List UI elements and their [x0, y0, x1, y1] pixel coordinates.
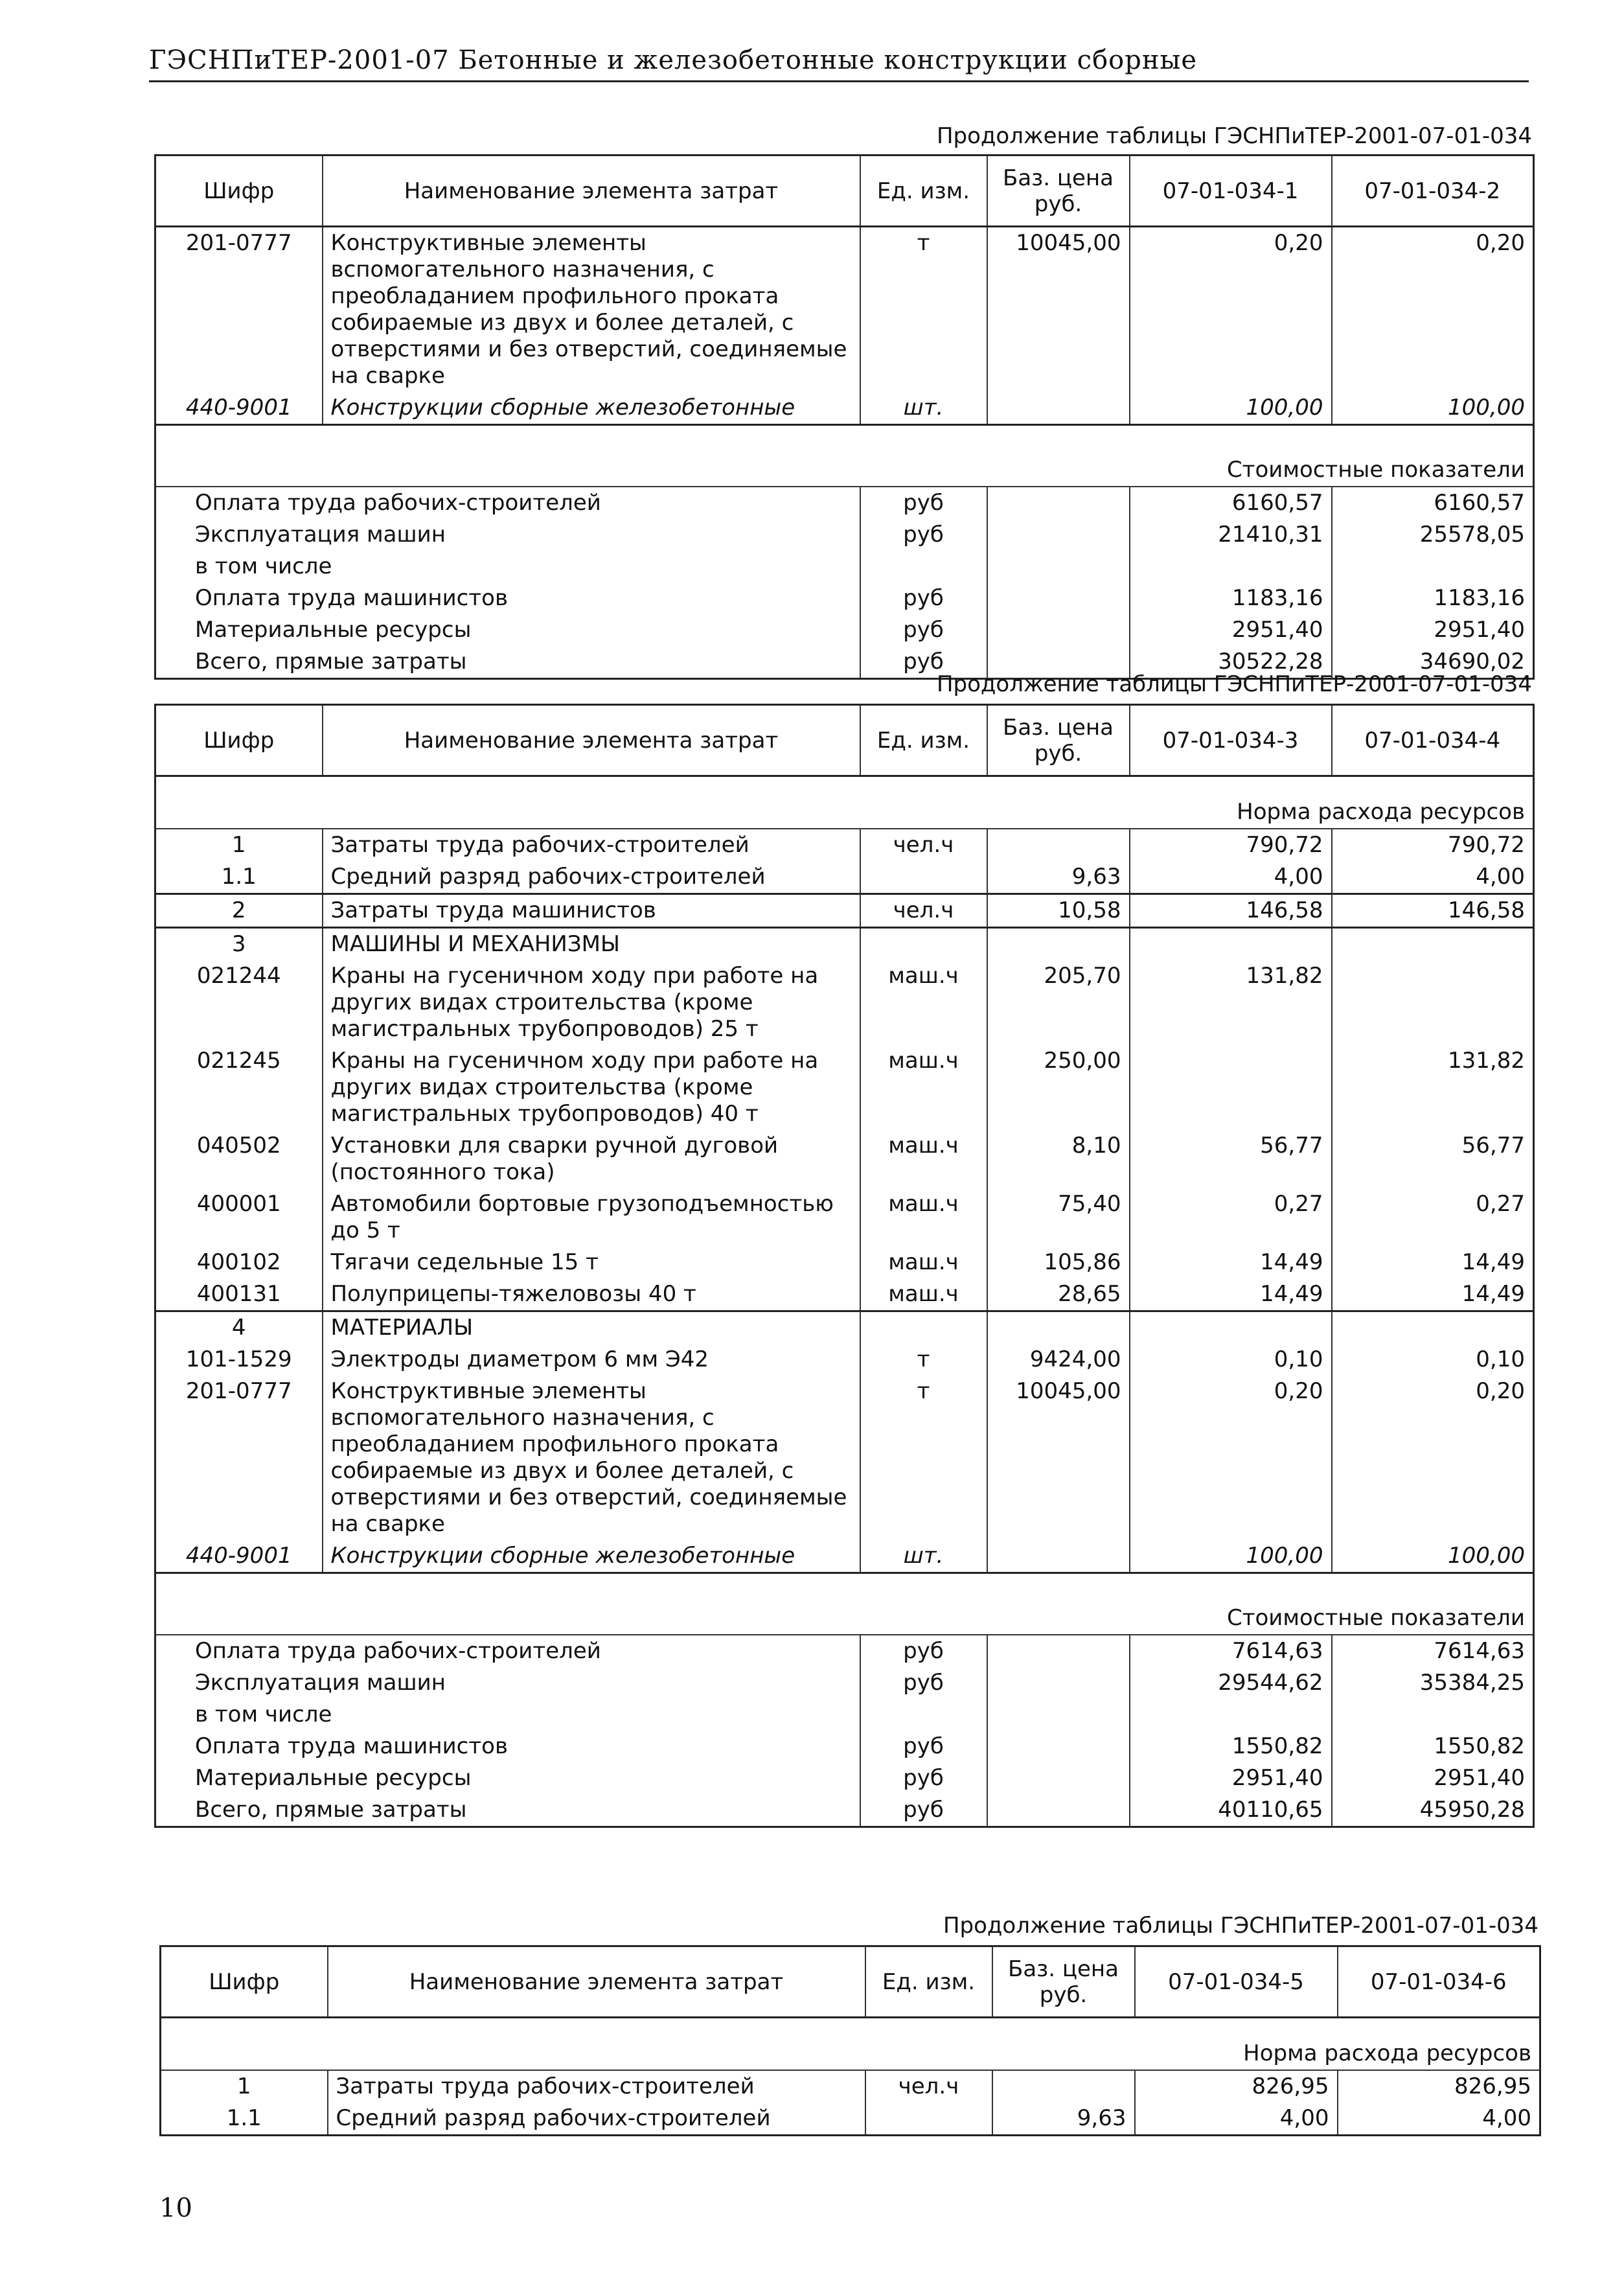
cost-value-b: 2951,40: [1332, 614, 1534, 646]
cost-unit: руб: [860, 519, 987, 551]
cost-value-a: 1550,82: [1130, 1731, 1332, 1762]
row-name: Затраты труда рабочих-строителей: [328, 2070, 865, 2103]
cost-section-label: Стоимостные показатели: [155, 1573, 1534, 1635]
row-price: 9424,00: [987, 1344, 1130, 1376]
row-name: Средний разряд рабочих-строителей: [328, 2103, 865, 2136]
row-name: Тягачи седельные 15 т: [323, 1247, 860, 1278]
table-row: [155, 1278, 1534, 1311]
row-value-a: 100,00: [1130, 1540, 1332, 1573]
row-value-b: 100,00: [1332, 392, 1534, 425]
table-row: [155, 1540, 1534, 1573]
page-number: 10: [159, 2193, 192, 2223]
cost-value-a: 6160,57: [1130, 487, 1332, 519]
column-header-name: Наименование элемента затрат: [323, 156, 860, 227]
cost-value-b: 45950,28: [1332, 1794, 1534, 1827]
column-header-price: Баз. цена руб.: [987, 156, 1130, 227]
row-name: Конструктивные элементы вспомогательного назначения, с преобладанием профильного проката собираемые из двух и более деталей, с отверстиями и без отверстий, соединяемые на сварке: [323, 1376, 860, 1540]
row-name: Краны на гусеничном ходу при работе на других видах строительства (кроме магистральных трубопроводов) 25 т: [323, 960, 860, 1045]
row-price: 8,10: [987, 1130, 1130, 1188]
row-value-a: 4,00: [1130, 861, 1332, 894]
column-header-variant-a: 07-01-034-5: [1135, 1946, 1338, 2018]
norm-section-label: Норма расхода ресурсов: [161, 2018, 1540, 2071]
column-header-unit: Ед. изм.: [860, 705, 987, 776]
row-code: 101-1529: [185, 1346, 292, 1372]
column-header-price: Баз. цена руб.: [987, 705, 1130, 776]
cost-value-b: 1550,82: [1332, 1731, 1534, 1762]
cost-value-a: 21410,31: [1130, 519, 1332, 551]
column-header-variant-a: 07-01-034-3: [1130, 705, 1332, 776]
cost-unit: руб: [860, 1635, 987, 1667]
cost-row: [155, 614, 1534, 646]
cost-unit: руб: [860, 1762, 987, 1794]
table-caption: Продолжение таблицы ГЭСНПиТЕР-2001-07-01-034: [936, 671, 1532, 697]
row-unit: шт.: [860, 392, 987, 425]
cost-label: в том числе: [195, 1701, 332, 1727]
row-name: Конструкции сборные железобетонные: [323, 392, 860, 425]
row-code: 400131: [196, 1281, 281, 1307]
row-code: 201-0777: [185, 1378, 292, 1404]
column-header-variant-a: 07-01-034-1: [1130, 156, 1332, 227]
row-value-a: 14,49: [1130, 1278, 1332, 1311]
row-unit: маш.ч: [860, 1130, 987, 1188]
row-price: 250,00: [987, 1045, 1130, 1130]
row-price: 9,63: [992, 2103, 1135, 2136]
row-price: [987, 392, 1130, 425]
row-code: 440-9001: [185, 395, 292, 421]
table-row: [155, 1247, 1534, 1278]
column-header-variant-b: 07-01-034-6: [1338, 1946, 1540, 2018]
row-code: 201-0777: [185, 230, 292, 256]
column-header-price: Баз. цена руб.: [992, 1946, 1135, 2018]
table-row: [155, 1045, 1534, 1130]
cost-value-a: 2951,40: [1130, 1762, 1332, 1794]
row-value-b: 826,95: [1338, 2070, 1540, 2103]
row-value-b: [1332, 960, 1534, 1045]
cost-row: [155, 1794, 1534, 1827]
column-header-unit: Ед. изм.: [860, 156, 987, 227]
row-code: 021244: [196, 963, 281, 989]
row-value-a: 56,77: [1130, 1130, 1332, 1188]
table-row: [155, 861, 1534, 894]
cost-section-label: Стоимостные показатели: [155, 425, 1534, 487]
column-header-name: Наименование элемента затрат: [323, 705, 860, 776]
row-value-b: 131,82: [1332, 1045, 1534, 1130]
row-unit: маш.ч: [860, 1247, 987, 1278]
cost-row: [155, 487, 1534, 519]
row-code: 4: [231, 1315, 246, 1341]
row-code: 021245: [196, 1048, 281, 1074]
cost-unit: руб: [860, 487, 987, 519]
row-value-b: 56,77: [1332, 1130, 1534, 1188]
norm-section-label: Норма расхода ресурсов: [155, 776, 1534, 829]
row-code: 440-9001: [185, 1543, 292, 1569]
cost-row: [155, 519, 1534, 551]
row-value-b: 0,20: [1332, 227, 1534, 393]
row-value-b: 14,49: [1332, 1278, 1534, 1311]
row-value-a: 0,27: [1130, 1188, 1332, 1247]
row-price: 28,65: [987, 1278, 1130, 1311]
table-row: [155, 392, 1534, 425]
cost-unit: руб: [860, 1794, 987, 1827]
row-unit: чел.ч: [860, 894, 987, 928]
column-header-code: Шифр: [203, 178, 275, 204]
row-price: [987, 1540, 1130, 1573]
row-code: 1: [231, 832, 246, 858]
row-value-a: 4,00: [1135, 2103, 1338, 2136]
row-value-a: [1130, 1045, 1332, 1130]
row-code: 3: [231, 931, 246, 957]
cost-row: [155, 1731, 1534, 1762]
row-price: 10045,00: [987, 227, 1130, 393]
row-value-b: 790,72: [1332, 829, 1534, 861]
row-unit: шт.: [860, 1540, 987, 1573]
cost-label: Материальные ресурсы: [195, 617, 472, 643]
row-price: [987, 829, 1130, 861]
column-header-variant-b: 07-01-034-4: [1332, 705, 1534, 776]
row-value-b: 4,00: [1338, 2103, 1540, 2136]
table-row: [155, 1188, 1534, 1247]
cost-label: Всего, прямые затраты: [195, 1797, 467, 1823]
row-name: Автомобили бортовые грузоподъемностью до 5 т: [323, 1188, 860, 1247]
row-price: 205,70: [987, 960, 1130, 1045]
section-header: [155, 425, 1534, 487]
cost-label: Оплата труда машинистов: [195, 585, 509, 611]
table-row: [155, 928, 1534, 961]
row-unit: маш.ч: [860, 960, 987, 1045]
cost-row: [155, 583, 1534, 614]
cost-value-b: 35384,25: [1332, 1667, 1534, 1699]
row-unit: т: [860, 227, 987, 393]
row-name: Полуприцепы-тяжеловозы 40 т: [323, 1278, 860, 1311]
cost-value-b: 2951,40: [1332, 1762, 1534, 1794]
cost-value-a: 30522,28: [1130, 646, 1332, 679]
row-value-b: 4,00: [1332, 861, 1534, 894]
row-value-b: 0,20: [1332, 1376, 1534, 1540]
cost-row: [155, 1762, 1534, 1794]
row-value-b: 100,00: [1332, 1540, 1534, 1573]
cost-unit: руб: [860, 614, 987, 646]
table-row: [155, 829, 1534, 861]
table-row: [155, 227, 1534, 393]
cost-row: [155, 551, 1534, 583]
row-code: 1.1: [226, 2105, 262, 2131]
row-name: Конструктивные элементы вспомогательного назначения, с преобладанием профильного проката собираемые из двух и более деталей, с отверстиями и без отверстий, соединяемые на сварке: [323, 227, 860, 393]
row-code: 400102: [196, 1249, 281, 1275]
row-unit: [865, 2103, 992, 2136]
row-code: 1.1: [221, 864, 257, 890]
row-unit: т: [860, 1344, 987, 1376]
cost-label: Эксплуатация машин: [195, 522, 446, 548]
column-header-unit: Ед. изм.: [865, 1946, 992, 2018]
table-row: [155, 894, 1534, 928]
cost-value-a: 40110,65: [1130, 1794, 1332, 1827]
cost-value-b: 6160,57: [1332, 487, 1534, 519]
cost-label: в том числе: [195, 553, 332, 579]
cost-value-a: 2951,40: [1130, 614, 1332, 646]
table-caption: Продолжение таблицы ГЭСНПиТЕР-2001-07-01-034: [936, 123, 1532, 149]
row-value-a: 790,72: [1130, 829, 1332, 861]
row-value-a: 14,49: [1130, 1247, 1332, 1278]
cost-value-b: 25578,05: [1332, 519, 1534, 551]
table-caption: Продолжение таблицы ГЭСНПиТЕР-2001-07-01-034: [943, 1913, 1538, 1939]
cost-row: [155, 1635, 1534, 1667]
row-value-b: 0,10: [1332, 1344, 1534, 1376]
cost-value-b: 1183,16: [1332, 583, 1534, 614]
resource-table-1: [154, 154, 1535, 680]
row-name: Краны на гусеничном ходу при работе на других видах строительства (кроме магистральных трубопроводов) 40 т: [323, 1045, 860, 1130]
row-name: Конструкции сборные железобетонные: [323, 1540, 860, 1573]
row-unit: маш.ч: [860, 1188, 987, 1247]
table-row: [155, 1130, 1534, 1188]
row-code: 040502: [196, 1133, 281, 1159]
column-header-variant-b: 07-01-034-2: [1332, 156, 1534, 227]
cost-label: Оплата труда рабочих-строителей: [195, 490, 601, 516]
row-value-b: 14,49: [1332, 1247, 1534, 1278]
cost-value-a: 1183,16: [1130, 583, 1332, 614]
table-row: [155, 1344, 1534, 1376]
row-unit: чел.ч: [860, 829, 987, 861]
cost-label: Материальные ресурсы: [195, 1765, 472, 1791]
column-header-name: Наименование элемента затрат: [328, 1946, 865, 2018]
row-unit: [860, 861, 987, 894]
row-value-a: 0,10: [1130, 1344, 1332, 1376]
row-price: [992, 2070, 1135, 2103]
cost-unit: руб: [860, 1667, 987, 1699]
row-name: Средний разряд рабочих-строителей: [323, 861, 860, 894]
row-code: 1: [236, 2073, 251, 2099]
row-name: Установки для сварки ручной дуговой (постоянного тока): [323, 1130, 860, 1188]
resource-table-2: [154, 704, 1535, 1828]
cost-label: Оплата труда машинистов: [195, 1733, 509, 1759]
row-unit: маш.ч: [860, 1278, 987, 1311]
row-name: Затраты труда машинистов: [323, 894, 860, 928]
row-unit: т: [860, 1376, 987, 1540]
cost-unit: руб: [860, 646, 987, 679]
cost-label: Оплата труда рабочих-строителей: [195, 1638, 601, 1664]
row-name: МАШИНЫ И МЕХАНИЗМЫ: [323, 928, 860, 961]
column-header-code: Шифр: [209, 1968, 280, 1995]
row-name: Затраты труда рабочих-строителей: [323, 829, 860, 861]
row-price: 10,58: [987, 894, 1130, 928]
cost-value-a: 29544,62: [1130, 1667, 1332, 1699]
cost-row: [155, 1667, 1534, 1699]
page-header: ГЭСНПиТЕР-2001-07 Бетонные и железобетонные конструкции сборные: [149, 45, 1529, 82]
cost-unit: руб: [860, 583, 987, 614]
table-row: [155, 1311, 1534, 1344]
row-price: 75,40: [987, 1188, 1130, 1247]
row-name: МАТЕРИАЛЫ: [323, 1311, 860, 1344]
row-unit: маш.ч: [860, 1045, 987, 1130]
row-value-b: 146,58: [1332, 894, 1534, 928]
cost-row: [155, 1699, 1534, 1731]
row-code: 400001: [196, 1191, 281, 1217]
table-row: [155, 1376, 1534, 1540]
row-name: Электроды диаметром 6 мм Э42: [323, 1344, 860, 1376]
cost-value-b: 34690,02: [1332, 646, 1534, 679]
cost-label: Эксплуатация машин: [195, 1670, 446, 1696]
row-price: 10045,00: [987, 1376, 1130, 1540]
row-value-a: 131,82: [1130, 960, 1332, 1045]
table-row: [155, 960, 1534, 1045]
cost-label: Всего, прямые затраты: [195, 649, 467, 675]
row-value-a: 0,20: [1130, 1376, 1332, 1540]
resource-table-3: [159, 1945, 1541, 2136]
row-value-a: 0,20: [1130, 227, 1332, 393]
row-price: 9,63: [987, 861, 1130, 894]
row-code: 2: [231, 897, 246, 923]
cost-value-b: 7614,63: [1332, 1635, 1534, 1667]
cost-unit: руб: [860, 1731, 987, 1762]
table-row: [161, 2103, 1540, 2136]
row-price: 105,86: [987, 1247, 1130, 1278]
row-value-a: 100,00: [1130, 392, 1332, 425]
table-row: [161, 2070, 1540, 2103]
column-header-code: Шифр: [203, 727, 275, 754]
row-value-b: 0,27: [1332, 1188, 1534, 1247]
row-value-a: 146,58: [1130, 894, 1332, 928]
row-unit: чел.ч: [865, 2070, 992, 2103]
row-value-a: 826,95: [1135, 2070, 1338, 2103]
cost-value-a: 7614,63: [1130, 1635, 1332, 1667]
